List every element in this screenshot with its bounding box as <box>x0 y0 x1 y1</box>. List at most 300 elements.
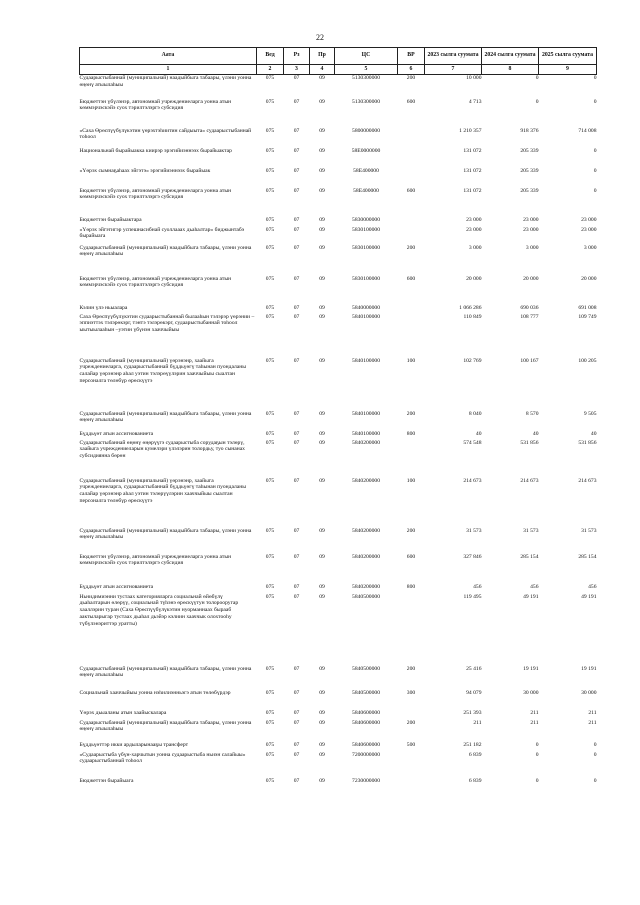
row-pr: 09 <box>319 583 325 590</box>
row-pr: 09 <box>319 719 325 726</box>
row-amount-2023: 8 040 <box>468 410 482 417</box>
row-amount-2024: 531 856 <box>520 439 539 446</box>
row-amount-2025: 23 000 <box>581 226 597 233</box>
row-amount-2024: 40 <box>532 430 539 437</box>
row-cs: 5840100000 <box>352 313 380 320</box>
row-rz: 07 <box>293 304 300 311</box>
row-ved: 075 <box>265 304 275 311</box>
row-name: «Үөрэх эйгэтигэр успешнасибнай суоллааах дьаhалтар» биджынтабэ бырайыага <box>79 226 245 240</box>
row-amount-2023: 94 079 <box>466 689 482 696</box>
table-row <box>80 188 597 217</box>
row-vr: 600 <box>406 98 416 105</box>
row-pr: 09 <box>319 226 325 233</box>
row-name: Бүддьүөт атын ассигнованиета <box>79 583 154 590</box>
row-name: Судаарыстыбаннай (муниципальнай) наадыйбыгa табаары, үлэни уонна өңөнү атыылаhыы <box>79 719 252 733</box>
row-vr <box>398 168 425 188</box>
row-name: Судаарыстыбаннай (муниципальнай) наадыйбыгa табаары, үлэни уонна өңөнү атыылаhыы <box>79 410 252 424</box>
column-header-cs: ЦС <box>335 48 398 65</box>
row-rz: 07 <box>293 719 300 726</box>
row-name: Судаарыстыбаннай (муниципальнай) наадыйбыгa табаары, үлэни уонна өңөнү атыылаhыы <box>79 244 252 258</box>
row-name: Ньнидимиэнни тустаах категорияларга социальнай өйөбүлү дьаhалтарын өлөрүү, социальнай түhэнэ өрөскүүтун толорооругар хааллэрин туран (Саха Өрөспүүбүлүкэтин нуорманнаах бырааб аактыларыгар тустаах дьаhал дьэйэр кэлиин хааччык олохтооhу түбүлэнэриттэр уратты) <box>79 593 239 627</box>
row-amount-2024: 0 <box>535 98 539 105</box>
row-vr: 800 <box>406 430 416 437</box>
row-ved: 075 <box>265 275 275 282</box>
row-cs: 5830100000 <box>352 275 380 282</box>
table-row <box>80 75 597 99</box>
row-cs: 5840500000 <box>352 593 380 600</box>
row-amount-2023: 6 839 <box>468 777 482 784</box>
column-header-2024: 2024 сылга суумата <box>482 48 539 65</box>
row-ved: 075 <box>265 583 275 590</box>
row-amount-2025: 31 573 <box>581 527 597 534</box>
row-cs: 5840100000 <box>352 410 380 417</box>
row-amount-2024: 285 154 <box>520 553 539 560</box>
row-vr <box>398 128 425 148</box>
column-number-row <box>80 65 597 75</box>
row-rz: 07 <box>293 477 300 484</box>
row-ved: 075 <box>265 689 275 696</box>
row-ved: 075 <box>265 147 275 154</box>
row-amount-2023: 102 769 <box>463 357 482 364</box>
table-row <box>80 358 597 411</box>
row-ved: 075 <box>265 430 275 437</box>
row-pr: 09 <box>319 244 325 251</box>
row-name: Бюджеттэн үбүлэнэр, автономнай учреждениеларга уонна атын көммэрчэскэйэ суох тэрилтэлэргэ субсидия <box>79 275 232 289</box>
row-vr <box>398 710 425 720</box>
table-row <box>80 227 597 245</box>
row-pr: 09 <box>319 275 325 282</box>
row-cs: 58Е400000 <box>353 167 379 174</box>
row-amount-2025: 456 <box>588 583 597 590</box>
row-name: «Үөрэх сымнаҕаhаах эйгэтэ» эрэгийиэннээх бырайыак <box>79 167 211 174</box>
row-amount-2025: 0 <box>593 75 597 82</box>
column-number: 9 <box>539 65 597 75</box>
row-name: Судаарыстыбаннай (муниципальнай) наадыйбыгa табаары, үлэни уонна өңөнү атыылаhыы <box>79 75 252 88</box>
row-pr: 09 <box>319 304 325 311</box>
row-amount-2025: 0 <box>593 741 597 748</box>
row-amount-2023: 3 000 <box>468 244 482 251</box>
row-pr: 09 <box>319 527 325 534</box>
row-vr <box>398 227 425 245</box>
row-name: «Саха Өрөспүүбүлүкэтин үөрэхтэhиитин сайдыыта» судаарыстыбаннай тоhоол <box>79 127 252 141</box>
row-amount-2024: 211 <box>530 709 539 716</box>
row-amount-2024: 205 339 <box>520 167 539 174</box>
row-amount-2023: 131 072 <box>463 187 482 194</box>
column-header-vr: ВР <box>398 48 425 65</box>
row-cs: 5840200000 <box>352 583 380 590</box>
row-cs: 5840200000 <box>352 439 380 446</box>
budget-table <box>79 47 597 788</box>
row-rz: 07 <box>293 689 300 696</box>
row-rz: 07 <box>293 741 300 748</box>
row-ved: 075 <box>265 410 275 417</box>
table-row <box>80 554 597 584</box>
table-row <box>80 584 597 594</box>
row-rz: 07 <box>293 410 300 417</box>
row-amount-2024: 108 777 <box>520 313 539 320</box>
row-amount-2023: 131 072 <box>463 167 482 174</box>
row-pr: 09 <box>319 593 325 600</box>
row-cs: 5130300000 <box>352 75 380 82</box>
table-row <box>80 99 597 128</box>
row-pr: 09 <box>319 357 325 364</box>
column-header-name: Аата <box>80 48 257 65</box>
row-amount-2025: 214 673 <box>578 477 597 484</box>
row-amount-2025: 714 008 <box>578 127 597 134</box>
row-ved: 075 <box>265 75 275 82</box>
row-rz: 07 <box>293 187 300 194</box>
row-ved: 075 <box>265 439 275 446</box>
row-amount-2023: 574 548 <box>463 439 482 446</box>
row-name: Бүддьүөт атын ассигнованиета <box>79 430 154 437</box>
row-name: Судаарыстыбаннай (муниципальнай) наадыйбыгa табаары, үлэни уонна өңөнү атыылаhыы <box>79 665 252 679</box>
row-vr <box>398 217 425 227</box>
row-amount-2025: 0 <box>593 187 597 194</box>
row-amount-2025: 109 749 <box>578 313 597 320</box>
row-name: Национальнай бырайыакка киирэр эрэгийиэннээх бырайыактар <box>79 147 232 154</box>
row-vr: 600 <box>406 553 416 560</box>
row-amount-2025: 20 000 <box>581 275 597 282</box>
row-cs: 5830000000 <box>352 216 380 223</box>
row-amount-2024: 211 <box>530 719 539 726</box>
table-row <box>80 305 597 314</box>
row-amount-2025: 0 <box>593 98 597 105</box>
row-ved: 075 <box>265 216 275 223</box>
row-ved: 075 <box>265 187 275 194</box>
page-number: 22 <box>316 33 324 42</box>
table-row <box>80 168 597 188</box>
row-vr: 100 <box>406 357 416 364</box>
row-cs: 7200000000 <box>352 751 380 758</box>
table-row <box>80 128 597 148</box>
table-row <box>80 752 597 778</box>
row-amount-2024: 23 000 <box>523 216 539 223</box>
row-vr: 500 <box>406 741 416 748</box>
row-ved: 075 <box>265 665 275 672</box>
column-number: 3 <box>284 65 310 75</box>
table-row <box>80 478 597 528</box>
row-ved: 075 <box>265 313 275 320</box>
row-name: Бюджеттэн бырайыактара <box>79 216 142 223</box>
row-rz: 07 <box>293 430 300 437</box>
column-number: 4 <box>310 65 335 75</box>
row-amount-2025: 23 000 <box>581 216 597 223</box>
row-ved: 075 <box>265 777 275 784</box>
row-amount-2024: 19 191 <box>523 665 539 672</box>
row-amount-2023: 214 673 <box>463 477 482 484</box>
row-name: Судаарыстыбаннай (муниципальнай) үөрэнэнр, хаайыга учреждениеларга, судаарыстыбаннай бүддьүөгү таhынан пуондаланы салайар үөрэнэнр аhал уэтин тэлэрөүүлэрин хааччыйыы сыалтан персоналга төлөбүр өрөскүүтэ <box>79 357 247 384</box>
row-amount-2023: 110 849 <box>463 313 482 320</box>
row-ved: 075 <box>265 167 275 174</box>
row-amount-2025: 40 <box>590 430 597 437</box>
row-rz: 07 <box>293 751 300 758</box>
table-row <box>80 594 597 666</box>
row-vr: 200 <box>406 527 416 534</box>
table-row <box>80 245 597 276</box>
row-rz: 07 <box>293 75 300 82</box>
row-cs: 7230000000 <box>352 777 380 784</box>
row-ved: 075 <box>265 719 275 726</box>
row-cs: 5840500000 <box>352 689 380 696</box>
row-rz: 07 <box>293 665 300 672</box>
row-amount-2023: 251 393 <box>463 709 482 716</box>
row-rz: 07 <box>293 553 300 560</box>
row-ved: 075 <box>265 98 275 105</box>
row-pr: 09 <box>319 430 325 437</box>
row-amount-2024: 690 036 <box>520 304 539 311</box>
row-amount-2024: 20 000 <box>523 275 539 282</box>
row-pr: 09 <box>319 751 325 758</box>
row-amount-2023: 31 573 <box>466 527 482 534</box>
row-amount-2023: 40 <box>475 430 482 437</box>
row-cs: 5840500000 <box>352 665 380 672</box>
row-name: Бюджеттэн үбүлэнэр, автономнай учреждениеларга уонна атын көммэрчэскэйэ суох тэрилтэлэргэ субсидия <box>79 553 232 567</box>
row-amount-2025: 9 505 <box>583 410 597 417</box>
row-vr: 600 <box>406 187 416 194</box>
row-vr: 200 <box>406 665 416 672</box>
row-amount-2025: 49 191 <box>581 593 597 600</box>
row-vr <box>398 440 425 478</box>
row-amount-2025: 211 <box>588 709 597 716</box>
row-amount-2023: 456 <box>473 583 482 590</box>
row-amount-2023: 6 839 <box>468 751 482 758</box>
row-amount-2025: 531 856 <box>578 439 597 446</box>
row-amount-2024: 49 191 <box>523 593 539 600</box>
table-header-row <box>80 48 597 65</box>
row-pr: 09 <box>319 187 325 194</box>
row-vr: 200 <box>406 410 416 417</box>
row-name: Судаарыстыбаннай (муниципальнай) үөрэнэнр, хаайыга учреждениеларга, судаарыстыбаннай бүддьүөгү таhынан пуондаланы салайар үөрэнэнр аhал уэтин тэлөрүүлэрин хааччыйыы сыалтан персоналга төлөбүр өрөскүүтэ <box>79 477 247 504</box>
row-amount-2025: 285 154 <box>578 553 597 560</box>
table-row <box>80 720 597 742</box>
row-pr: 09 <box>319 665 325 672</box>
table-row <box>80 742 597 752</box>
row-cs: 58Е400000 <box>353 187 379 194</box>
row-cs: 5840600000 <box>352 719 380 726</box>
row-name: Бюджеттэн үбүлэнэр, автономнай учреждениеларга уонна атын көммэрчэскэйэ суох тэрилтэлэргэ субсидия <box>79 187 232 201</box>
column-header-2025: 2025 сылга суумата <box>539 48 597 65</box>
row-amount-2024: 205 339 <box>520 147 539 154</box>
row-name: Социальнай хааччыйыы уонна нэhилиэнньэгэ атын төлөбүрдэр <box>79 689 231 696</box>
row-ved: 075 <box>265 709 275 716</box>
row-vr <box>398 305 425 314</box>
row-amount-2024: 0 <box>535 751 539 758</box>
column-header-2023: 2023 сылга суумата <box>425 48 482 65</box>
row-cs: 5800000000 <box>352 127 380 134</box>
row-pr: 09 <box>319 553 325 560</box>
row-amount-2023: 1 066 286 <box>459 304 482 311</box>
row-amount-2025: 100 205 <box>578 357 597 364</box>
row-amount-2023: 23 000 <box>466 226 482 233</box>
row-ved: 075 <box>265 553 275 560</box>
row-ved: 075 <box>265 593 275 600</box>
row-pr: 09 <box>319 410 325 417</box>
row-amount-2023: 119 495 <box>463 593 482 600</box>
row-ved: 075 <box>265 244 275 251</box>
row-ved: 075 <box>265 226 275 233</box>
row-rz: 07 <box>293 357 300 364</box>
row-amount-2023: 10 000 <box>466 75 482 82</box>
row-amount-2024: 205 339 <box>520 187 539 194</box>
row-cs: 5840200000 <box>352 527 380 534</box>
row-amount-2025: 211 <box>588 719 597 726</box>
row-pr: 09 <box>319 127 325 134</box>
row-rz: 07 <box>293 583 300 590</box>
table-row <box>80 690 597 710</box>
row-rz: 07 <box>293 244 300 251</box>
row-vr <box>398 752 425 778</box>
row-amount-2024: 23 000 <box>523 226 539 233</box>
row-name: Судаарыстыбаннай (муниципальнай) наадыйбыгa табаары, үлэни уонна өңөнү атыылаhыы <box>79 527 252 541</box>
row-name: «Судаарыстыба үбүн-харчытын уонна судаарыстыба ньиэн салайыы» судаарыстыбаннай тоhоол <box>79 751 246 765</box>
row-ved: 075 <box>265 527 275 534</box>
row-pr: 09 <box>319 741 325 748</box>
column-header-rz: Рз <box>284 48 310 65</box>
row-vr <box>398 314 425 358</box>
row-amount-2023: 25 416 <box>466 665 482 672</box>
row-amount-2025: 0 <box>593 777 597 784</box>
row-cs: 5130300000 <box>352 98 380 105</box>
table-row <box>80 710 597 720</box>
row-amount-2025: 30 000 <box>581 689 597 696</box>
row-name: Үөрэх дьыаланы атын хаайыскалара <box>79 709 167 716</box>
row-pr: 09 <box>319 477 325 484</box>
row-vr: 600 <box>406 275 416 282</box>
row-cs: 5840200000 <box>352 477 380 484</box>
row-cs: 5840000000 <box>352 304 380 311</box>
table-row <box>80 148 597 168</box>
row-pr: 09 <box>319 689 325 696</box>
row-amount-2024: 0 <box>535 777 539 784</box>
row-pr: 09 <box>319 439 325 446</box>
row-amount-2024: 918 376 <box>520 127 539 134</box>
row-cs: 5840100000 <box>352 357 380 364</box>
column-number: 5 <box>335 65 398 75</box>
row-pr: 09 <box>319 98 325 105</box>
row-rz: 07 <box>293 275 300 282</box>
row-name: Саха Өрөспүүбүлүкэтин судаарыстыбаннай былааhын тэлэрэр үөрэнии – эппиэттэх тэлэрөкэрг, тэнтэ тэлэрөкэрг, судаарыстыбаннай тоhоол ыытыылааhын –уэтин үбүнэн хааччыйыы <box>79 313 255 334</box>
column-number: 1 <box>80 65 257 75</box>
row-amount-2025: 3 000 <box>583 244 597 251</box>
row-amount-2025: 0 <box>593 167 597 174</box>
row-amount-2023: 1 210 357 <box>459 127 482 134</box>
row-rz: 07 <box>293 439 300 446</box>
row-cs: 5840600000 <box>352 741 380 748</box>
row-vr <box>398 778 425 788</box>
table-row <box>80 778 597 788</box>
row-vr: 300 <box>406 689 416 696</box>
row-amount-2023: 327 846 <box>463 553 482 560</box>
table-row <box>80 411 597 431</box>
row-rz: 07 <box>293 709 300 716</box>
row-amount-2025: 19 191 <box>581 665 597 672</box>
column-header-pr: Пр <box>310 48 335 65</box>
row-amount-2023: 251 182 <box>463 741 482 748</box>
table-row <box>80 666 597 690</box>
row-ved: 075 <box>265 751 275 758</box>
column-number: 7 <box>425 65 482 75</box>
row-pr: 09 <box>319 75 325 82</box>
row-rz: 07 <box>293 313 300 320</box>
row-amount-2024: 8 570 <box>525 410 539 417</box>
row-amount-2024: 0 <box>535 75 539 82</box>
row-amount-2025: 0 <box>593 751 597 758</box>
row-pr: 09 <box>319 777 325 784</box>
row-pr: 09 <box>319 167 325 174</box>
row-ved: 075 <box>265 477 275 484</box>
row-cs: 5840600000 <box>352 709 380 716</box>
table-body <box>80 75 597 788</box>
row-amount-2024: 30 000 <box>523 689 539 696</box>
row-cs: 5840100000 <box>352 430 380 437</box>
row-amount-2025: 0 <box>593 147 597 154</box>
table-row <box>80 217 597 227</box>
row-cs: 5830100000 <box>352 244 380 251</box>
row-rz: 07 <box>293 593 300 600</box>
table-row <box>80 431 597 440</box>
row-rz: 07 <box>293 777 300 784</box>
row-ved: 075 <box>265 127 275 134</box>
column-number: 8 <box>482 65 539 75</box>
table-row <box>80 314 597 358</box>
row-name: Кэлин үлэ ньыалара <box>79 304 128 311</box>
row-vr: 800 <box>406 583 416 590</box>
table-row <box>80 276 597 305</box>
row-rz: 07 <box>293 147 300 154</box>
table-row <box>80 440 597 478</box>
row-amount-2023: 131 072 <box>463 147 482 154</box>
row-amount-2024: 214 673 <box>520 477 539 484</box>
row-amount-2023: 23 000 <box>466 216 482 223</box>
row-amount-2024: 456 <box>530 583 539 590</box>
row-ved: 075 <box>265 357 275 364</box>
column-header-ved: Вед <box>257 48 284 65</box>
row-vr <box>398 148 425 168</box>
row-amount-2023: 4 713 <box>468 98 482 105</box>
row-name: Судаарыстыбаннай өңөнү өңөрүүгэ судаарыстыба сорудаҕын тэлөрү, хаайыга учреждениеларын кумелэри үлэлэрин толордьу, туо сынанах субсидиянна бөрөн <box>79 439 245 460</box>
row-name: Бүддьүөттэр икки ардыларынааҕы трансферт <box>79 741 189 748</box>
row-rz: 07 <box>293 226 300 233</box>
row-pr: 09 <box>319 147 325 154</box>
row-rz: 07 <box>293 527 300 534</box>
row-rz: 07 <box>293 167 300 174</box>
row-rz: 07 <box>293 127 300 134</box>
row-vr: 200 <box>406 719 416 726</box>
row-ved: 075 <box>265 741 275 748</box>
row-amount-2024: 31 573 <box>523 527 539 534</box>
row-vr: 200 <box>406 75 416 82</box>
row-amount-2023: 20 000 <box>466 275 482 282</box>
row-cs: 5840200000 <box>352 553 380 560</box>
row-amount-2024: 0 <box>535 741 539 748</box>
row-pr: 09 <box>319 216 325 223</box>
row-vr: 200 <box>406 244 416 251</box>
row-name: Бюджеттэн үбүлэнэр, автономнай учреждениеларга уонна атын көммэрчэскэйэ суох тэрилтэлэргэ субсидия <box>79 98 232 112</box>
row-vr <box>398 594 425 666</box>
row-cs: 5830100000 <box>352 226 380 233</box>
row-rz: 07 <box>293 98 300 105</box>
row-amount-2023: 211 <box>473 719 482 726</box>
row-amount-2025: 691 008 <box>578 304 597 311</box>
column-number: 6 <box>398 65 425 75</box>
row-amount-2024: 100 167 <box>520 357 539 364</box>
row-cs: 58Е0000000 <box>351 147 381 154</box>
row-vr: 100 <box>406 477 416 484</box>
row-rz: 07 <box>293 216 300 223</box>
row-name: Бюджеттэн бырайыага <box>79 777 134 784</box>
row-amount-2024: 3 000 <box>525 244 539 251</box>
row-pr: 09 <box>319 709 325 716</box>
